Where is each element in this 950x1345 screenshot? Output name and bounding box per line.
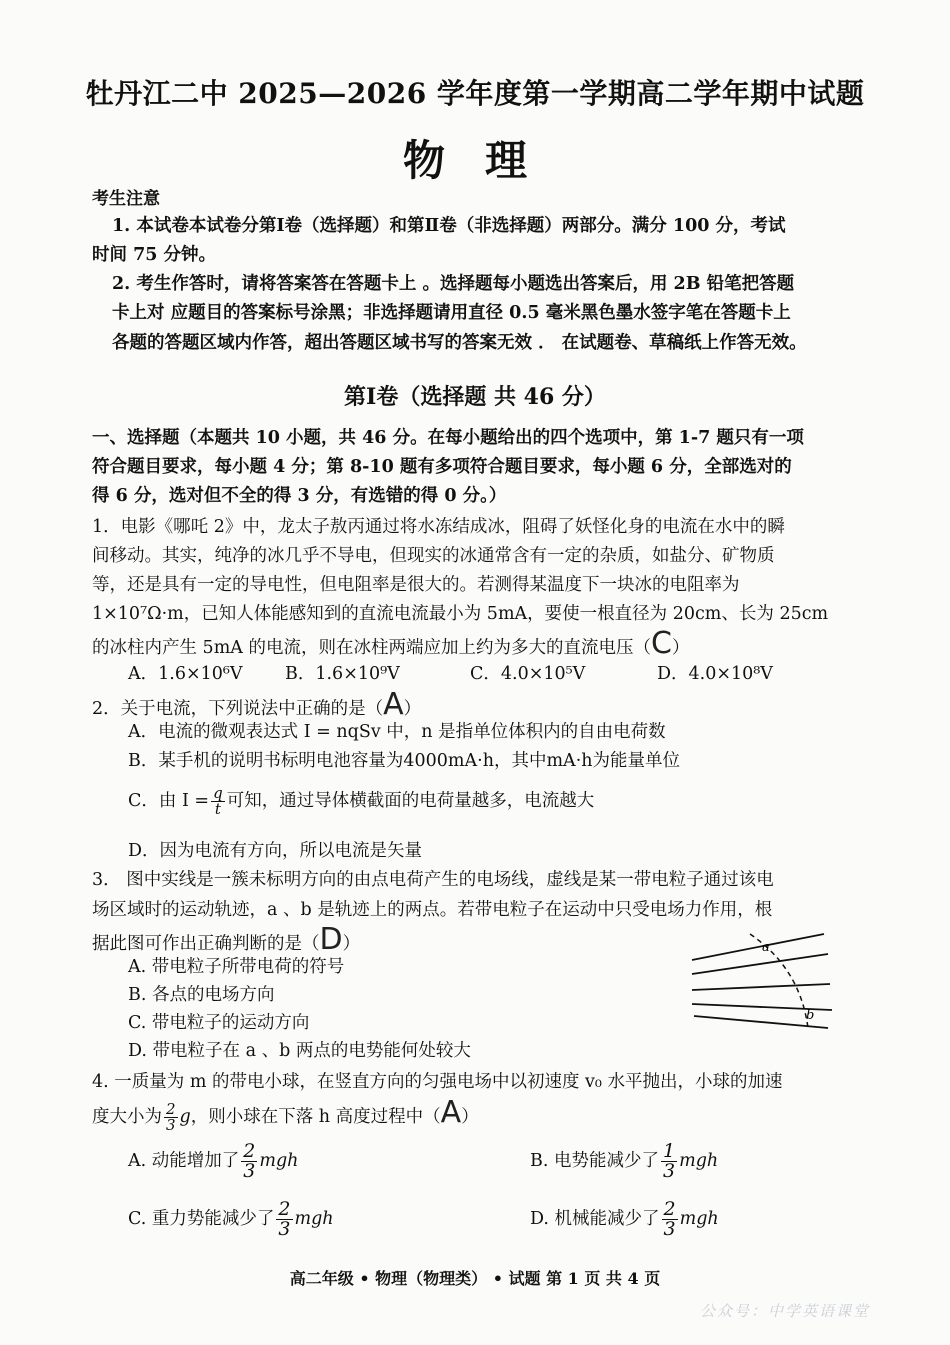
- notice-line-5a: 各题的答题区域内作答，: [112, 333, 305, 353]
- q4-option-b-num: 1: [663, 1140, 676, 1162]
- q2-option-c-post: 可知，通过导体横截面的电荷量越多，电流越大: [226, 791, 595, 811]
- q1-option-c: C．4.0×10⁵V: [470, 664, 586, 684]
- subject-title: 物理: [402, 136, 567, 185]
- q1-option-d: D．4.0×10⁸V: [657, 664, 773, 684]
- q4-acc-den: 3: [166, 1116, 176, 1134]
- q4-acc-num: 2: [166, 1100, 176, 1118]
- field-line-2: [692, 954, 828, 974]
- q4-line-1: 4. 一质量为 m 的带电小球，在竖直方向的匀强电场中以初速度 v₀ 水平抛出，小球的加速: [92, 1072, 783, 1092]
- q4-option-c-den: 3: [278, 1218, 291, 1240]
- q1-line-5: [92, 626, 690, 663]
- field-line-3: [692, 984, 830, 990]
- q2-option-a: A．电流的微观表达式 I = nqSv 中，n 是指单位体积内的自由电荷数: [128, 722, 666, 742]
- q2-option-b: B．某手机的说明书标明电池容量为4000mA·h，其中mA·h为能量单位: [128, 751, 681, 771]
- q2-option-d: D．因为电流有方向，所以电流是矢量: [128, 841, 423, 861]
- q1-line-5-end: ）: [671, 638, 690, 658]
- q4-line-2-post: ，则小球在下落 h 高度过程中（: [190, 1107, 441, 1127]
- q2-option-c-pre: C．由 I =: [128, 791, 210, 811]
- exam-title: 牡丹江二中 2025—2026 学年度第一学期高二学年期中试题: [85, 77, 865, 110]
- q1-handwritten-answer: C: [651, 626, 672, 661]
- q1-option-a: A．1.6×10⁶V: [128, 664, 243, 684]
- q2-stem-text: 2．关于电流，下列说法中正确的是（: [92, 699, 384, 719]
- q3-option-b: B. 各点的电场方向: [128, 985, 275, 1005]
- q4-option-a-pre: A. 动能增加了: [128, 1151, 240, 1171]
- q4-option-c-pre: C. 重力势能减少了: [128, 1209, 275, 1229]
- q3-option-a: A. 带电粒子所带电荷的符号: [128, 957, 345, 977]
- notice-heading: 考生注意: [92, 189, 160, 209]
- q4-option-c-num: 2: [278, 1198, 291, 1220]
- q3-option-d: D. 带电粒子在 a 、b 两点的电势能何处较大: [128, 1041, 471, 1061]
- q4-option-b-den: 3: [663, 1160, 676, 1182]
- q4-option-c-mgh: mgh: [294, 1209, 334, 1229]
- q4-option-d-num: 2: [663, 1198, 676, 1220]
- q4-option-d-mgh: mgh: [679, 1209, 719, 1229]
- q1-line-1: 1．电影《哪吒 2》中，龙太子敖丙通过将水冻结成冰，阻碍了妖怪化身的电流在水中的瞬: [92, 517, 785, 537]
- q4-option-a-mgh: mgh: [259, 1151, 299, 1171]
- q4-option-c: [128, 1200, 334, 1239]
- q4-option-a-den: 3: [243, 1160, 256, 1182]
- q1-line-5-text: 的冰柱内产生 5mA 的电流，则在冰柱两端应加上约为多大的直流电压（: [92, 638, 651, 658]
- q4-g: g: [179, 1107, 191, 1127]
- q4-option-a: [128, 1142, 298, 1181]
- q4-acc-fraction: [164, 1102, 178, 1133]
- q1-line-2: 间移动。其实，纯净的冰几乎不导电，但现实的冰通常含有一定的杂质，如盐分、矿物质: [92, 546, 775, 566]
- q1-option-b: B．1.6×10⁹V: [285, 664, 400, 684]
- q2-stem-end: ）: [403, 699, 422, 719]
- notice-line-3: 2. 考生作答时，请将答案答在答题卡上 。选择题每小题选出答案后，用 2B 铅笔把答题: [112, 274, 795, 294]
- q2-fraction-num: q: [213, 784, 223, 802]
- notice-line-4: 卡上对 应题目的答案标号涂黑；非选择题请用直径 0.5 毫米黑色墨水签字笔在答题卡上: [112, 303, 791, 323]
- notice-line-1: 1. 本试卷本试卷分第Ⅰ卷（选择题）和第Ⅱ卷（非选择题）两部分。满分 100 分，考试: [112, 216, 786, 236]
- q4-option-b-pre: B. 电势能减少了: [530, 1151, 659, 1171]
- q3-line-3-end: ）: [342, 934, 361, 954]
- q4-option-b: [530, 1142, 718, 1181]
- q4-option-a-num: 2: [243, 1140, 256, 1162]
- q2-option-c: [128, 786, 594, 817]
- q1-line-3: 等，还是具有一定的导电性，但电阻率是很大的。若测得某温度下一块冰的电阻率为: [92, 575, 740, 595]
- notice-line-2: 时间 75 分钟。: [92, 245, 217, 265]
- q4-handwritten-answer: A: [440, 1095, 462, 1130]
- q2-fraction-den: t: [214, 800, 221, 818]
- q3-handwritten-answer: D: [319, 922, 343, 957]
- q1-line-4: 1×10⁷Ω·m，已知人体能感知到的直流电流最小为 5mA，要使一根直径为 20cm、长为 25cm: [92, 604, 829, 624]
- watermark: 公众号：中学英语课堂: [700, 1302, 871, 1320]
- q3-line-3-text: 据此图可作出正确判断的是（: [92, 934, 320, 954]
- section-intro-2: 符合题目要求，每小题 4 分；第 8-10 题有多项符合题目要求，每小题 6 分，全部选对的: [92, 457, 792, 477]
- q3-line-2: 场区域时的运动轨迹，a 、b 是轨迹上的两点。若带电粒子在运动中只受电场力作用，根: [92, 900, 773, 920]
- section-intro-3: 得 6 分，选对但不全的得 3 分，有选错的得 0 分。）: [92, 486, 507, 506]
- q4-option-d-fraction: [662, 1200, 678, 1239]
- page-footer: 高二年级 • 物理（物理类） • 试题 第 1 页 共 4 页: [289, 1269, 661, 1288]
- electric-field-diagram: [688, 928, 838, 1033]
- field-line-1: [692, 934, 824, 960]
- q4-option-d-den: 3: [663, 1218, 676, 1240]
- point-a-label: a: [762, 940, 770, 955]
- point-b-label: b: [806, 1008, 815, 1023]
- q4-option-d: [530, 1200, 719, 1239]
- q4-option-d-pre: D. 机械能减少了: [530, 1209, 660, 1229]
- q4-option-b-fraction: [661, 1142, 677, 1181]
- q2-fraction-q-over-t: [211, 786, 225, 817]
- q4-line-2-pre: 度大小为: [92, 1107, 162, 1127]
- q2-handwritten-answer: A: [383, 687, 404, 722]
- q4-option-a-fraction: [241, 1142, 257, 1181]
- q4-option-c-fraction: [276, 1200, 292, 1239]
- q4-option-b-mgh: mgh: [679, 1151, 719, 1171]
- q3-option-c: C. 带电粒子的运动方向: [128, 1013, 310, 1033]
- q3-line-1: 3． 图中实线是一簇未标明方向的由点电荷产生的电场线，虚线是某一带电粒子通过该电: [92, 870, 774, 890]
- section-title: 第Ⅰ卷（选择题 共 46 分）: [344, 384, 606, 410]
- section-intro-1: 一、选择题（本题共 10 小题，共 46 分。在每小题给出的四个选项中，第 1-7 题只有一项: [92, 428, 804, 448]
- particle-trajectory: [750, 934, 808, 1028]
- q4-line-2: [92, 1095, 479, 1134]
- q4-line-2-end: ）: [461, 1107, 479, 1127]
- notice-line-5: [112, 329, 807, 358]
- notice-line-5b: 超出答题区域书写的答案无效 ． 在试题卷、草稿纸上作答无效。: [304, 333, 807, 353]
